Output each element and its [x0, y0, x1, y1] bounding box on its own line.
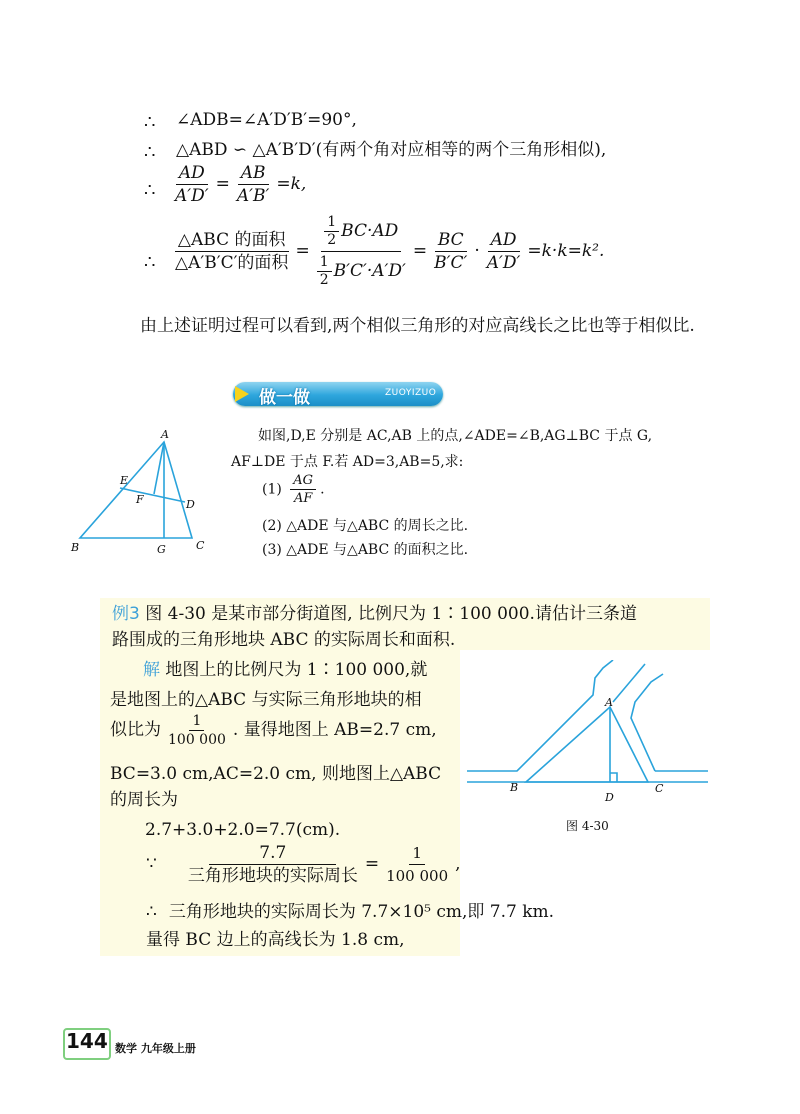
- therefore-symbol: ∴: [144, 142, 156, 163]
- right-angle-mark: [610, 773, 617, 782]
- label-g: G: [157, 543, 166, 556]
- triangle-abc: [80, 442, 192, 538]
- label-a: A: [605, 696, 613, 709]
- activity-intro-1: 如图,D,E 分别是 AC,AB 上的点,∠ADE=∠B,AG⊥BC 于点 G,: [258, 428, 653, 444]
- figure-caption: 图 4-30: [566, 819, 609, 833]
- solution-line-1: 解 地图上的比例尺为 1∶100 000,就: [143, 660, 428, 680]
- solution-line-7: ∵ $\frac{7.7}{\text{三角形地块的实际周长}}$ = $\frac{1}{100 000}$ ,: [146, 843, 461, 886]
- therefore-symbol: ∴: [144, 180, 156, 201]
- solution-line-3: 似比为 $\frac{1}{100 000}$ . 量得地图上 AB=2.7 cm,: [110, 713, 437, 748]
- proof-line-2: △ABD ∽ △A′B′D′(有两个角对应相等的两个三角形相似),: [176, 140, 607, 160]
- therefore-symbol: ∴: [144, 252, 156, 273]
- book-title: 数学 九年级上册: [115, 1042, 196, 1055]
- label-f: F: [136, 493, 144, 506]
- example-line-1: 例3 图 4-30 是某市部分街道图, 比例尺为 1∶100 000.请估计三条道: [112, 604, 637, 624]
- solution-line-8: ∴ 三角形地块的实际周长为 7.7×10⁵ cm,即 7.7 km.: [146, 902, 555, 922]
- street-map-figure: [465, 660, 715, 810]
- therefore-symbol: ∴: [144, 112, 156, 133]
- label-b: B: [71, 541, 80, 554]
- activity-triangle-figure: [60, 425, 230, 560]
- label-c: C: [655, 782, 664, 795]
- fraction: $\frac{\text{△ABC 的面积}}{\text{△A′B′C′的面积}}$: [175, 230, 289, 273]
- proof-line-3: $\frac{AD}{A'D'}$ = $\frac{AB}{A'B'}$ =k,: [168, 162, 306, 207]
- fraction: $\frac{AD}{A'D'}$: [175, 163, 209, 206]
- label-c: C: [196, 539, 205, 552]
- fraction: $\frac{BC}{B'C'}$: [434, 230, 468, 273]
- segment-ed: [120, 488, 185, 502]
- solution-line-2: 是地图上的△ABC 与实际三角形地块的相: [110, 690, 422, 710]
- solution-line-5: 的周长为: [110, 790, 178, 810]
- activity-banner: [233, 382, 443, 406]
- activity-question-2: (2) △ADE 与△ABC 的周长之比.: [262, 518, 469, 534]
- example-line-2: 路围成的三角形地块 ABC 的实际周长和面积.: [112, 630, 456, 650]
- activity-intro-2: AF⊥DE 于点 F.若 AD=3,AB=5,求:: [231, 454, 464, 470]
- proof-conclusion: 由上述证明过程可以看到,两个相似三角形的对应高线长之比也等于相似比.: [140, 316, 695, 336]
- example-label: 例3: [112, 604, 140, 624]
- label-d: D: [186, 498, 195, 511]
- solution-line-6: 2.7+3.0+2.0=7.7(cm).: [145, 820, 341, 840]
- label-a: A: [161, 428, 169, 441]
- label-d: D: [605, 791, 614, 804]
- solution-label: 解: [143, 660, 160, 680]
- fraction: $\frac{AD}{A'D'}$: [486, 230, 521, 273]
- activity-question-3: (3) △ADE 与△ABC 的面积之比.: [262, 542, 469, 558]
- label-b: B: [510, 781, 519, 794]
- solution-line-9: 量得 BC 边上的高线长为 1.8 cm,: [146, 930, 405, 950]
- play-triangle-icon: [235, 386, 249, 402]
- altitude-af: [154, 442, 164, 494]
- proof-line-4: $\frac{\text{△ABC 的面积}}{\text{△A′B′C′的面积}}$ = $\frac{1}{2}$ BC·AD $\frac{1}{2}$ B′C′·A′D′ = $\frac{BC}{B'C'}$ · $\frac{AD}{A'D'}$ =k·k=k².: [168, 214, 604, 289]
- label-e: E: [120, 474, 129, 487]
- activity-title: 做一做: [259, 388, 310, 408]
- activity-question-1: (1) $\frac{AG}{AF}$ .: [262, 473, 325, 506]
- page-number: 144: [66, 1029, 108, 1053]
- activity-subtitle: ZUOYIZUO: [385, 388, 437, 398]
- fraction: $\frac{1}{2}$ BC·AD $\frac{1}{2}$ B′C′·A′D′: [314, 214, 409, 289]
- solution-line-4: BC=3.0 cm,AC=2.0 cm, 则地图上△ABC: [110, 764, 442, 784]
- fraction: $\frac{AB}{A'B'}$: [236, 163, 270, 206]
- proof-line-1: ∠ADB=∠A′D′B′=90°,: [176, 110, 357, 130]
- street-left-edge: [467, 660, 613, 771]
